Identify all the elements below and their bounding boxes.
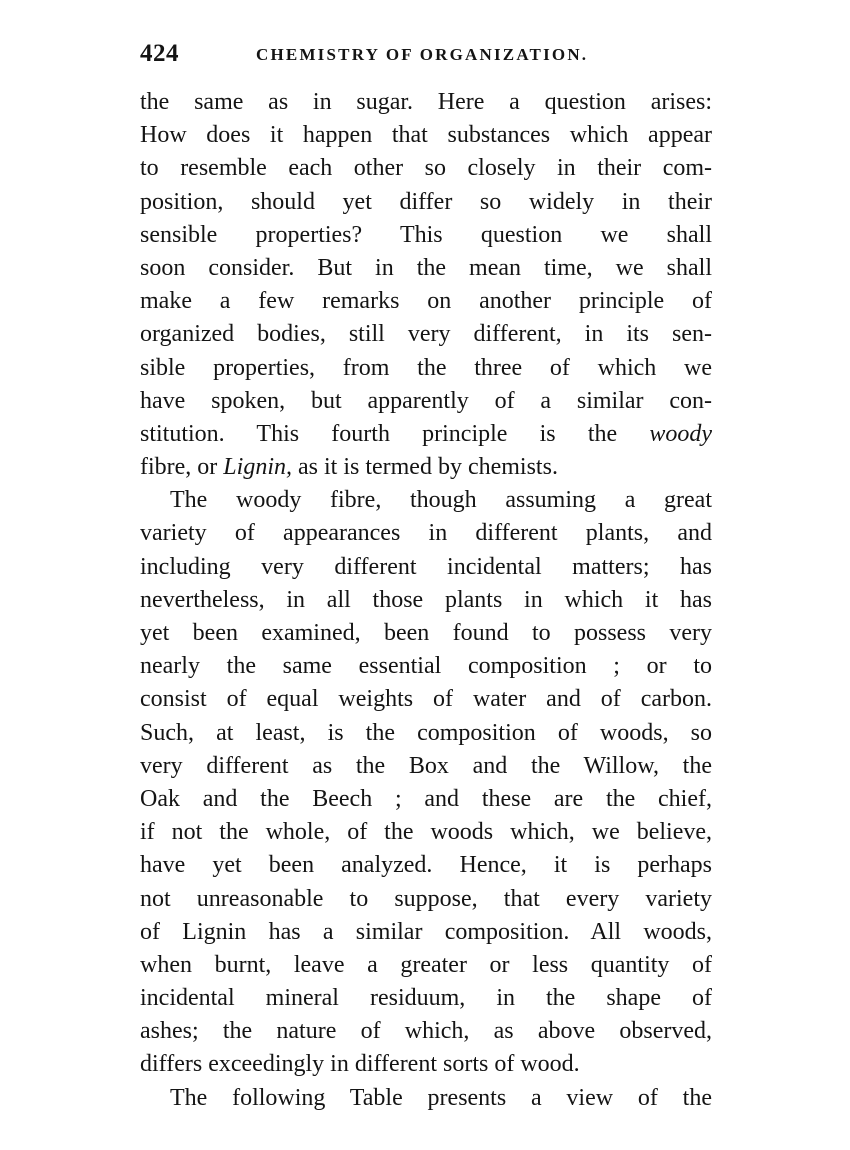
text-segment: stitution. This fourth principle is the (140, 420, 650, 447)
text-line (140, 617, 712, 650)
paragraph-first-line (140, 1082, 712, 1115)
text-line (140, 1015, 712, 1048)
text-segment: make a few remarks on another principle of (140, 288, 712, 315)
italic-term-lignin: Lignin, (223, 454, 292, 481)
text-segment: yet been examined, been found to possess very (140, 620, 712, 646)
text-segment: position, should yet differ so widely in their (140, 188, 712, 215)
text-segment: differs exceedingly in different sorts of wood. (140, 1051, 580, 1078)
text-line (140, 849, 712, 882)
text-segment: Such, at least, is the composition of woods, so (140, 719, 712, 746)
text-segment: the same as in sugar. Here a question arises: (140, 89, 712, 115)
text-segment: organized bodies, still very different, in its sen- (140, 321, 712, 348)
body-text (140, 86, 712, 1115)
text-segment: consist of equal weights of water and of carbon. (140, 686, 712, 713)
text-line (140, 916, 712, 949)
text-line (140, 119, 712, 152)
text-line (140, 517, 712, 550)
running-head (140, 40, 720, 74)
text-line (140, 982, 712, 1015)
text-line (140, 352, 712, 385)
text-line (140, 152, 712, 185)
text-segment: sible properties, from the three of which we (140, 354, 712, 381)
text-line (140, 717, 712, 750)
running-title: CHEMISTRY OF ORGANIZATION. (256, 45, 589, 64)
text-segment: fibre, or (140, 454, 224, 481)
text-segment: ashes; the nature of which, as above observed, (140, 1018, 712, 1045)
text-segment: variety of appearances in different plants, and (140, 520, 712, 547)
italic-term-woody: woody (649, 420, 712, 447)
text-line (140, 584, 712, 617)
paragraph-last-line (140, 1048, 712, 1081)
text-segment: Oak and the Beech ; and these are the chief, (140, 785, 712, 812)
text-line (140, 783, 712, 816)
text-segment: How does it happen that substances which appear (140, 122, 712, 149)
text-segment: have yet been analyzed. Hence, it is perhaps (140, 852, 712, 879)
text-segment: sensible properties? This question we shall (140, 221, 712, 248)
text-segment: The following Table presents a view of the (170, 1084, 712, 1111)
text-line (140, 318, 712, 351)
text-segment: if not the whole, of the woods which, we believe, (140, 819, 712, 846)
text-segment: The woody fibre, though assuming a great (170, 487, 712, 514)
text-line (140, 219, 712, 252)
text-line (140, 385, 712, 418)
text-line (140, 683, 712, 716)
text-line (140, 186, 712, 219)
text-line (140, 252, 712, 285)
text-line (140, 650, 712, 683)
text-segment: incidental mineral residuum, in the shape of (140, 985, 712, 1012)
text-segment: when burnt, leave a greater or less quantity of (140, 951, 712, 978)
text-line (140, 285, 712, 318)
text-line (140, 883, 712, 916)
page-number: 424 (140, 40, 179, 67)
text-segment: nevertheless, in all those plants in which it has (140, 586, 712, 613)
text-line (140, 86, 712, 119)
paragraph-last-line (140, 451, 712, 484)
text-segment: have spoken, but apparently of a similar con- (140, 387, 712, 414)
text-segment: including very different incidental matters; has (140, 553, 712, 580)
text-line (140, 949, 712, 982)
text-line (140, 816, 712, 849)
text-segment: to resemble each other so closely in their com- (140, 155, 712, 182)
text-segment: of Lignin has a similar composition. All woods, (140, 918, 712, 945)
text-segment: very different as the Box and the Willow, the (140, 752, 712, 779)
text-line (140, 551, 712, 584)
text-line (140, 750, 712, 783)
paragraph-first-line (140, 484, 712, 517)
text-segment: as it is termed by chemists. (291, 454, 558, 481)
text-line (140, 418, 712, 451)
text-segment: not unreasonable to suppose, that every variety (140, 885, 712, 912)
text-segment: nearly the same essential composition ; or to (140, 653, 712, 680)
text-segment: soon consider. But in the mean time, we shall (140, 254, 712, 281)
